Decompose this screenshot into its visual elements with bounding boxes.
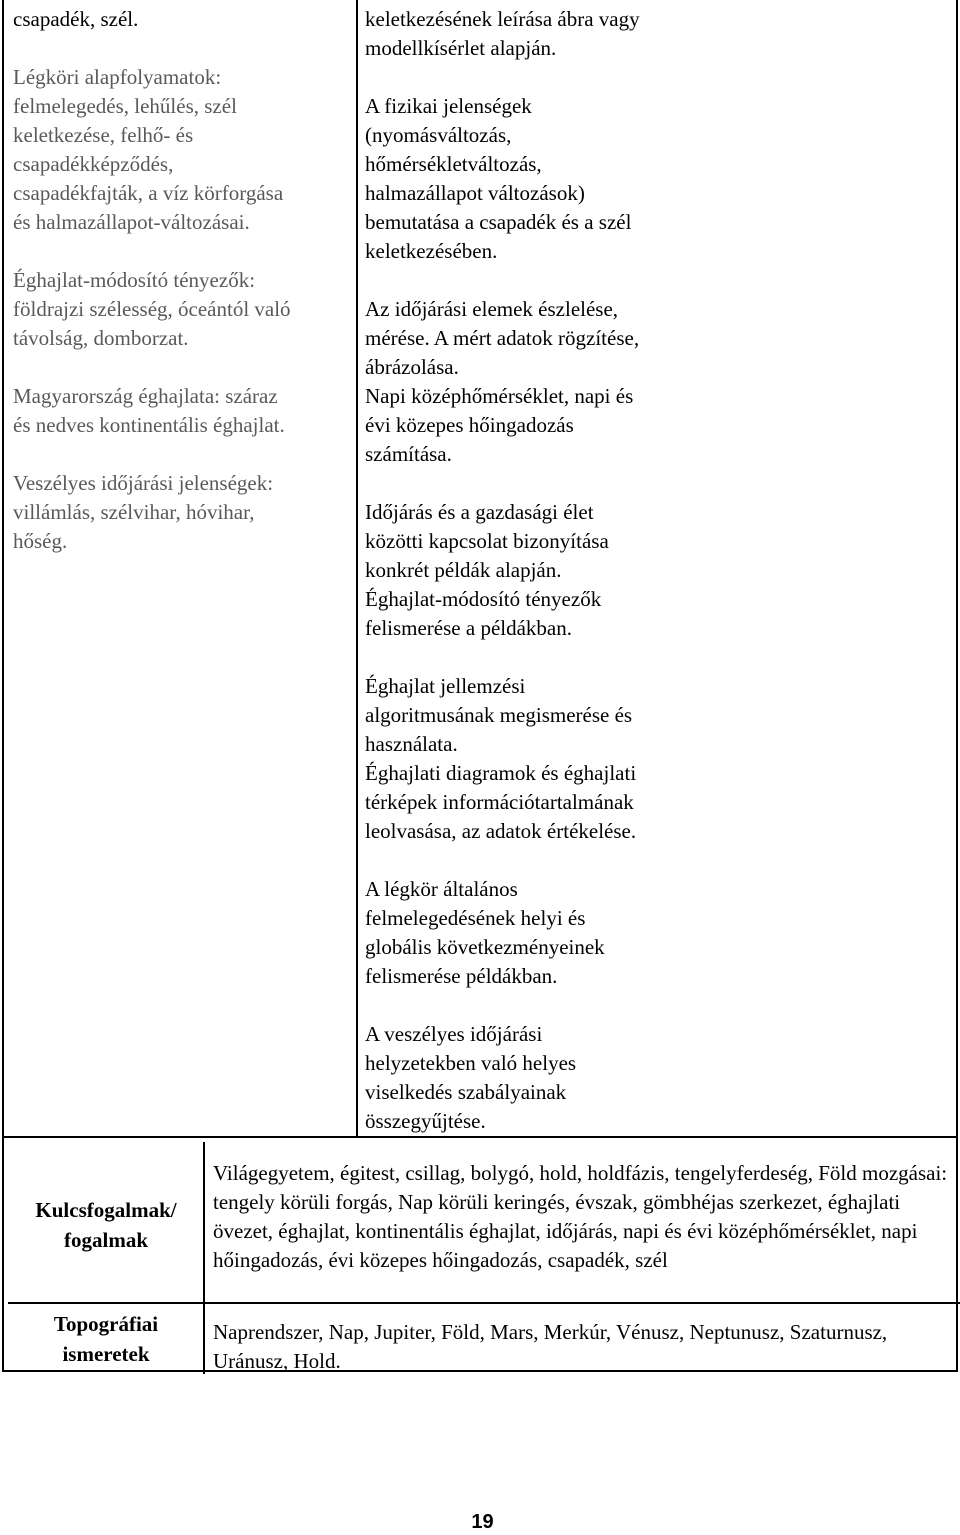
right-paragraph-veszelyes-helyzet: A veszélyes időjárási helyzetekben való helyes viselkedés szabályainak összegyűjtése. xyxy=(365,1022,577,1133)
right-paragraph-eszleles: Az időjárási elemek észlelése, mérése. A mért adatok rögzítése, ábrázolása. xyxy=(365,297,640,379)
right-paragraph-modosito: Éghajlat-módosító tényezők felismerése a példákban. xyxy=(365,587,602,640)
right-paragraph-gazdasag: Időjárás és a gazdasági élet közötti kapcsolat bizonyítása konkrét példák alapján. xyxy=(365,500,609,582)
lower-row-divider xyxy=(8,1302,960,1304)
kulcsfogalmak-label: Kulcsfogalmak/ fogalmak xyxy=(35,1198,177,1252)
left-paragraph-legkori: Légköri alapfolyamatok: felmelegedés, lehűlés, szél keletkezése, felhő- és csapadékképződés, csapadékfajták, a víz körforgása és halmazállapot-változásai. xyxy=(13,65,284,234)
topografiai-label: Topográfiai ismeretek xyxy=(53,1312,159,1366)
left-paragraph-magyarorszag: Magyarország éghajlata: száraz és nedves kontinentális éghajlat. xyxy=(13,384,285,437)
content-table-lower xyxy=(2,1138,958,1372)
topografiai-text: Naprendszer, Nap, Jupiter, Föld, Mars, Merkúr, Vénusz, Neptunusz, Szaturnusz, Uránusz, Hold. xyxy=(213,1320,888,1373)
left-paragraph-eghajlat-modosito: Éghajlat-módosító tényezők: földrajzi szélesség, óceántól való távolság, domborzat. xyxy=(13,268,291,350)
left-column-cell xyxy=(13,5,353,585)
right-column-cell xyxy=(365,5,955,1136)
kulcsfogalmak-text: Világegyetem, égitest, csillag, bolygó, hold, holdfázis, tengelyferdeség, Föld mozgásai: tengely körüli forgás, Nap körüli keringés, évszak, gömbhéjas szerkezet, éghajlati övezet, éghajlat, kontinentális éghajlat, időjárás, napi és évi középhőmérséklet, napi hőingadozás, évi közepes hőingadozás, csapadék, szél xyxy=(213,1161,948,1272)
right-paragraph-algoritmus: Éghajlat jellemzési algoritmusának megismerése és használata. xyxy=(365,674,633,756)
left-first-line: csapadék, szél. xyxy=(13,7,139,31)
right-paragraph-diagramok: Éghajlati diagramok és éghajlati térképek információtartalmának leolvasása, az adatok értékelése. xyxy=(365,761,637,843)
left-paragraph-veszelyes: Veszélyes időjárási jelenségek: villámlás, szélvihar, hóvihar, hőség. xyxy=(13,471,274,553)
column-divider xyxy=(356,0,358,1138)
right-paragraph-felmelegedes: A légkör általános felmelegedésének helyi és globális következményeinek felismerése példákban. xyxy=(365,877,605,988)
right-paragraph-keletkezes: keletkezésének leírása ábra vagy modellkísérlet alapján. xyxy=(365,7,640,60)
lower-table-inner xyxy=(8,1142,956,1373)
page-number: 19 xyxy=(471,1511,494,1533)
right-paragraph-fizikai: A fizikai jelenségek (nyomásváltozás, hőmérsékletváltozás, halmazállapot változások) bemutatása a csapadék és a szél keletkezésében. xyxy=(365,94,632,263)
content-table-upper xyxy=(2,0,958,1138)
right-paragraph-napi: Napi középhőmérséklet, napi és évi közepes hőingadozás számítása. xyxy=(365,384,634,466)
